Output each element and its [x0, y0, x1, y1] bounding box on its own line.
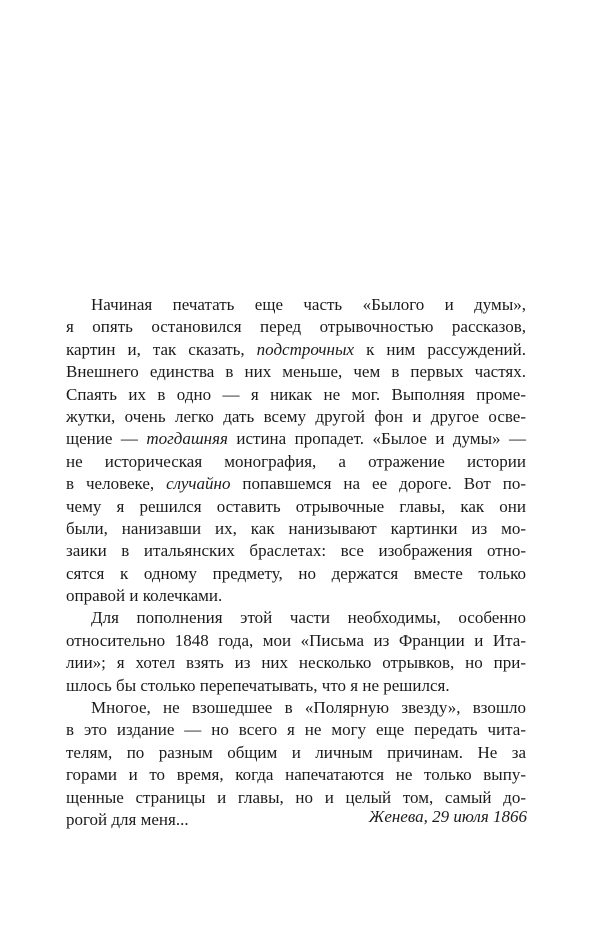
- text-line: [66, 585, 526, 607]
- text-segment: лии»; я хотел взять из них несколько отрывков, но при-: [66, 653, 526, 673]
- text-segment: Начиная печатать еще часть «Былого и думы»,: [91, 295, 526, 314]
- text-segment: в это издание — но всего я не могу еще передать чита-: [66, 720, 526, 740]
- text-segment: телям, по разным общим и личным причинам. Не за: [66, 742, 526, 762]
- text-segment: сятся к одному предмету, но держатся вместе только: [66, 563, 526, 583]
- text-segment: к ним рассуждений.: [354, 339, 526, 359]
- text-segment: рогой для меня...: [66, 809, 189, 829]
- text-line: [66, 339, 526, 361]
- text-block: [66, 294, 526, 831]
- text-line: [66, 540, 526, 562]
- text-segment: картин и, так сказать,: [66, 339, 257, 359]
- text-segment: в человеке,: [66, 474, 167, 494]
- text-segment: чему я решился оставить отрывочные главы, как они: [66, 496, 526, 516]
- italic-emphasis: подстрочных: [256, 339, 355, 359]
- text-line: [66, 361, 526, 383]
- text-line: [66, 473, 526, 495]
- text-segment: были, нанизавши их, как нанизывают картинки из мо-: [66, 518, 526, 538]
- text-line: [66, 496, 526, 518]
- text-segment: щение —: [66, 429, 147, 449]
- signature-line: Женева, 29 июля 1866: [368, 807, 527, 826]
- text-line: [66, 742, 526, 764]
- text-line: [66, 294, 526, 316]
- text-segment: шлось бы столько перепечатывать, что я не решился.: [66, 675, 450, 695]
- italic-emphasis: случайно: [166, 474, 231, 494]
- paragraph: [66, 294, 526, 607]
- text-segment: Для пополнения этой части необходимы, особенно: [91, 608, 526, 628]
- text-segment: щенные страницы и главы, но и целый том, самый до-: [66, 787, 526, 807]
- text-line: [66, 652, 526, 674]
- text-line: [66, 764, 526, 786]
- text-line: [66, 607, 526, 629]
- text-segment: истина пропадет. «Былое и думы» —: [227, 429, 526, 449]
- text-line: [66, 675, 526, 697]
- text-segment: не историческая монография, а отражение истории: [66, 451, 526, 471]
- text-segment: горами и то время, когда напечатаются не только выпу-: [66, 765, 526, 785]
- text-segment: жутки, очень легко дать всему другой фон и другое осве-: [66, 406, 526, 426]
- text-segment: я опять остановился перед отрывочностью рассказов,: [66, 317, 526, 337]
- text-segment: попавшемся на ее дороге. Вот по-: [230, 474, 526, 494]
- text-segment: Многое, не взошедшее в «Полярную звезду», взошло: [91, 698, 526, 718]
- text-segment: относительно 1848 года, мои «Письма из Франции и Ита-: [66, 630, 526, 650]
- text-segment: Спаять их в одно — я никак не мог. Выполняя проме-: [66, 384, 526, 404]
- italic-emphasis: тогдашняя: [146, 429, 228, 449]
- paragraph: [66, 607, 526, 697]
- text-line: [66, 451, 526, 473]
- text-segment: Внешнего единства в них меньше, чем в первых частях.: [66, 362, 526, 382]
- text-line: [66, 316, 526, 338]
- text-line: [66, 428, 526, 450]
- text-line: [66, 406, 526, 428]
- text-line: [66, 384, 526, 406]
- text-line: [66, 630, 526, 652]
- text-line: [66, 563, 526, 585]
- text-segment: заики в итальянских браслетах: все изображения отно-: [66, 541, 526, 561]
- text-line: [66, 518, 526, 540]
- text-line: [66, 719, 526, 741]
- text-line: [66, 697, 526, 719]
- text-segment: оправой и колечками.: [66, 586, 223, 606]
